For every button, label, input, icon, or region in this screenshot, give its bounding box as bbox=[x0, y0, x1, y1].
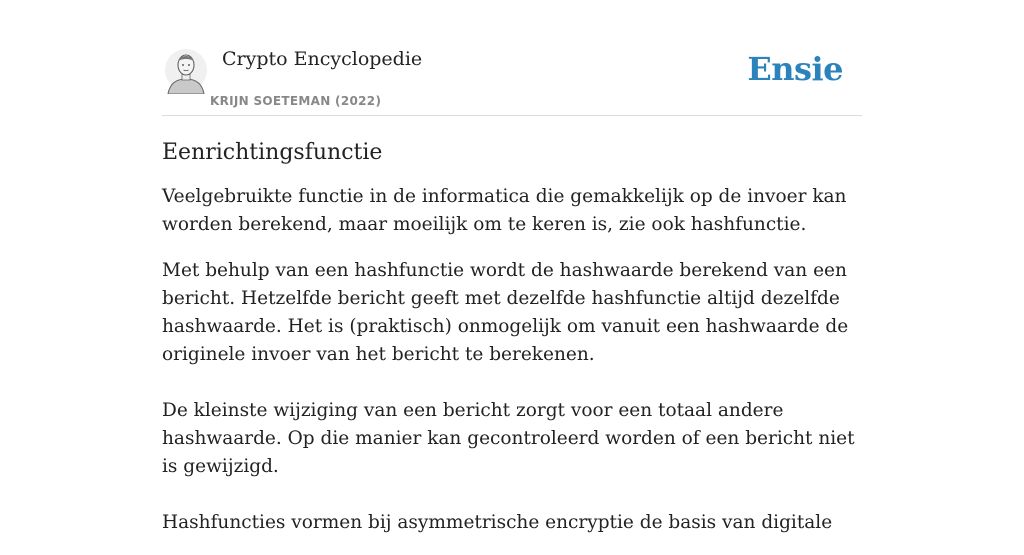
body-paragraph: Met behulp van een hashfunctie wordt de hashwaarde berekend van een bericht. Hetzelfde bericht geeft met dezelfde hashfunctie altijd dezelfde hashwaarde. Het is (praktisch) onmogelijk om vanuit een hashwaarde de originele invoer van het bericht te berekenen. bbox=[162, 260, 849, 365]
body-paragraph: De kleinste wijziging van een bericht zorgt voor een totaal andere hashwaarde. Op die manier kan gecontroleerd worden of een bericht niet is gewijzigd. bbox=[162, 400, 855, 477]
author-avatar[interactable] bbox=[164, 48, 208, 94]
article-header bbox=[162, 40, 862, 116]
article-body bbox=[162, 140, 872, 555]
definition-paragraph: Veelgebruikte functie in de informatica die gemakkelijk op de invoer kan worden berekend, maar moeilijk om te keren is, zie ook hashfunctie. bbox=[162, 186, 847, 235]
term-title: Eenrichtingsfunctie bbox=[162, 140, 383, 165]
brand-logo[interactable]: Ensie bbox=[747, 50, 843, 88]
body-paragraph: Hashfuncties vormen bij asymmetrische encryptie de basis van digitale bbox=[162, 512, 833, 533]
author-byline[interactable]: KRIJN SOETEMAN (2022) bbox=[210, 94, 382, 108]
encyclopedia-title[interactable]: Crypto Encyclopedie bbox=[222, 48, 423, 70]
